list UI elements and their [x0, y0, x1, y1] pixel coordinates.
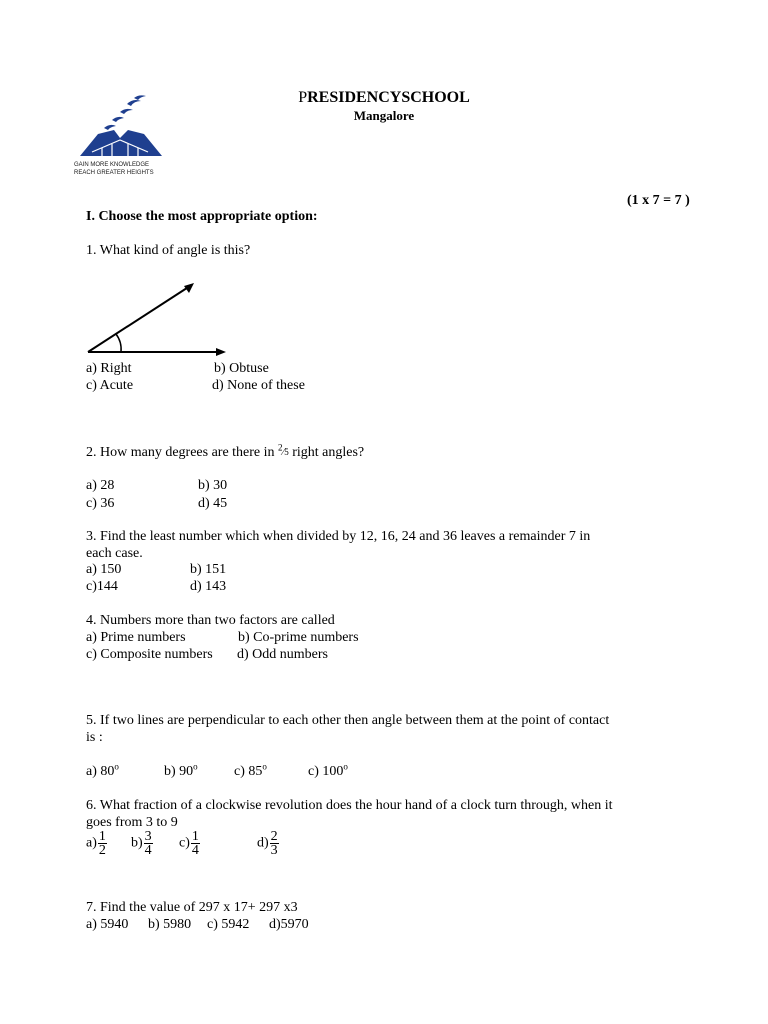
degree-sign: o [193, 761, 198, 772]
q6-option-c[interactable] [179, 830, 201, 857]
q6-option-c-fraction [191, 830, 200, 857]
frac-denominator: 4 [144, 843, 152, 858]
school-city: Mangalore [353, 108, 415, 123]
logo-text-line1: GAIN MORE KNOWLEDGE [74, 162, 150, 168]
q7-option-d[interactable]: d)5970 [269, 917, 309, 932]
q5-option-b[interactable] [164, 763, 198, 780]
q2-frac-den: 5 [284, 447, 289, 457]
marks-allocation: (1 x 7 = 7 ) [627, 193, 690, 208]
q6-question-line1: 6. What fraction of a clockwise revolution does the hour hand of a clock turn through, when it [86, 798, 613, 813]
school-name-rest: RESIDENCYSCHOOL [307, 89, 470, 106]
q3-option-d[interactable]: d) 143 [190, 579, 227, 594]
degree-sign: o [114, 761, 119, 772]
q2-text-post: right angles? [288, 445, 365, 460]
q5-option-a[interactable] [86, 763, 119, 780]
arrow-head-icon [216, 348, 226, 356]
q5-option-c-text: c) 85 [234, 764, 263, 779]
angle-figure [80, 278, 230, 358]
q5-option-a-text: a) 80 [86, 764, 115, 779]
q4-option-a[interactable]: a) Prime numbers [86, 630, 186, 645]
q2-option-c[interactable]: c) 36 [86, 496, 115, 511]
q4-question: 4. Numbers more than two factors are called [86, 613, 335, 628]
q2-option-b[interactable]: b) 30 [198, 478, 228, 493]
q6-option-a-label: a) [86, 835, 97, 851]
q6-option-a-fraction [98, 830, 107, 857]
q7-option-b[interactable]: b) 5980 [148, 917, 192, 932]
q2-fraction: 2⁄5 [278, 442, 289, 458]
frac-numerator: 1 [98, 829, 106, 844]
q2-option-d[interactable]: d) 45 [198, 496, 228, 511]
degree-sign: o [262, 761, 267, 772]
q5-option-c[interactable] [234, 763, 267, 780]
q5-option-d-text: c) 100 [308, 764, 344, 779]
q1-option-d[interactable]: d) None of these [212, 378, 305, 393]
q2-text-pre: 2. How many degrees are there in [86, 445, 279, 460]
q5-option-b-text: b) 90 [164, 764, 194, 779]
frac-denominator: 2 [98, 843, 106, 858]
school-name-initial: P [298, 89, 308, 106]
q6-option-b[interactable] [131, 830, 154, 857]
q1-option-c[interactable]: c) Acute [86, 378, 134, 393]
q7-question: 7. Find the value of 297 x 17+ 297 x3 [86, 900, 298, 915]
q6-option-a[interactable] [86, 830, 108, 857]
arrow-head-icon [184, 283, 194, 293]
bird-icon [104, 125, 116, 130]
frac-denominator: 4 [191, 843, 199, 858]
frac-numerator: 3 [144, 829, 152, 844]
q6-option-b-fraction [144, 830, 153, 857]
q2-option-a[interactable]: a) 28 [86, 478, 115, 493]
q2-question [86, 444, 364, 461]
q6-option-d[interactable] [257, 830, 280, 857]
frac-numerator: 2 [270, 829, 278, 844]
logo-text-line2: REACH GREATER HEIGHTS [74, 170, 154, 176]
q6-option-d-label: d) [257, 835, 269, 851]
angle-ray-inclined [88, 286, 190, 352]
school-name [0, 89, 768, 107]
section-title: I. Choose the most appropriate option: [86, 209, 318, 224]
frac-denominator: 3 [270, 843, 278, 858]
q5-option-d[interactable] [308, 763, 348, 780]
q6-option-c-label: c) [179, 835, 190, 851]
q2-frac-num: 2 [278, 442, 283, 453]
q6-question-line2: goes from 3 to 9 [86, 815, 178, 830]
degree-sign: o [343, 761, 348, 772]
q3-option-b[interactable]: b) 151 [190, 562, 227, 577]
q3-option-c[interactable]: c)144 [86, 579, 118, 594]
frac-numerator: 1 [191, 829, 199, 844]
q3-question-line2: each case. [86, 546, 143, 561]
q7-option-c[interactable]: c) 5942 [207, 917, 250, 932]
q6-option-d-fraction [270, 830, 279, 857]
q3-question-line1: 3. Find the least number which when divided by 12, 16, 24 and 36 leaves a remainder 7 in [86, 529, 591, 544]
q3-option-a[interactable]: a) 150 [86, 562, 122, 577]
q1-option-a[interactable]: a) Right [86, 361, 132, 376]
q4-option-c[interactable]: c) Composite numbers [86, 647, 213, 662]
q7-option-a[interactable]: a) 5940 [86, 917, 129, 932]
q1-option-b[interactable]: b) Obtuse [214, 361, 269, 376]
q5-question-line2: is : [86, 730, 103, 745]
q1-question: 1. What kind of angle is this? [86, 243, 251, 258]
angle-arc [116, 334, 121, 352]
q6-option-b-label: b) [131, 835, 143, 851]
q4-option-d[interactable]: d) Odd numbers [237, 647, 328, 662]
q4-option-b[interactable]: b) Co-prime numbers [238, 630, 359, 645]
q5-question-line1: 5. If two lines are perpendicular to each other then angle between them at the point of contact [86, 713, 610, 728]
